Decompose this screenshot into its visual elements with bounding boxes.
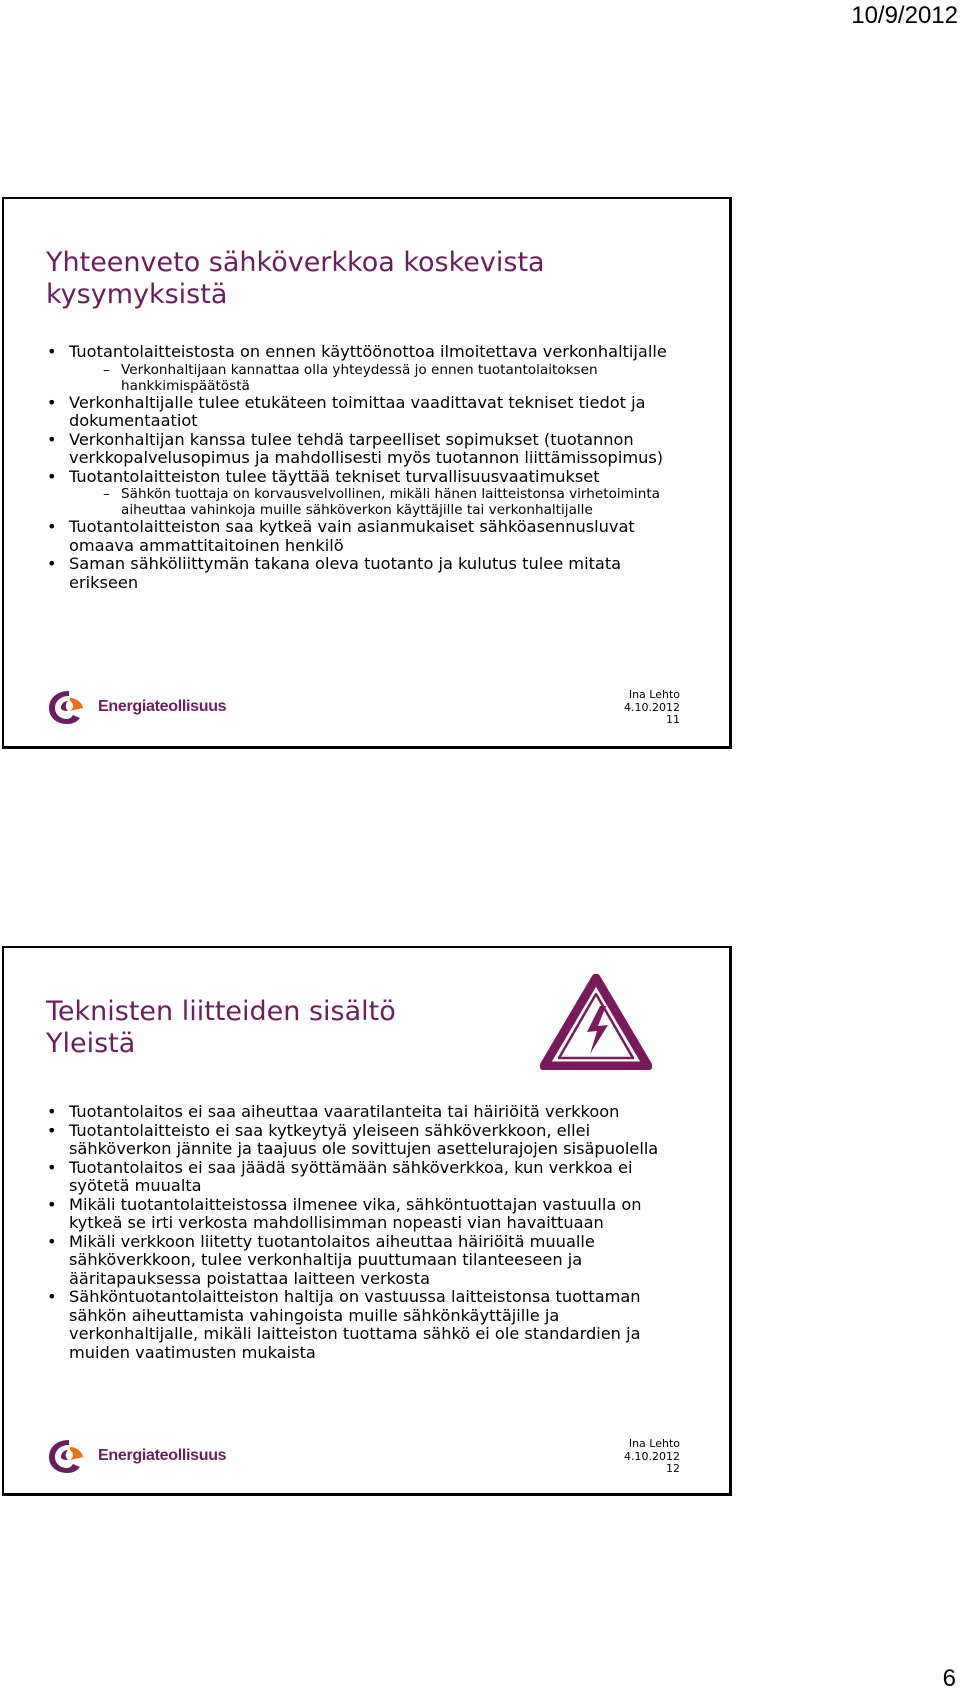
slide-11 — [2, 197, 732, 749]
slide-title-line-2: Yleistä — [46, 1028, 136, 1059]
sub-bullet-list — [69, 362, 691, 394]
bullet-item: • Tuotantolaitteiston saa kytkeä vain asianmukaiset sähköasennusluvat omaava ammattitaitoinen henkilö — [47, 518, 691, 555]
author-name: Ina Lehto — [628, 1437, 680, 1450]
slide-title-line-1: Yhteenveto sähköverkkoa koskevista — [46, 247, 545, 278]
bullet-item: • Tuotantolaitos ei saa jäädä syöttämään sähköverkkoa, kun verkkoa ei syötetä muualta — [47, 1159, 691, 1196]
bullet-item: • Sähköntuotantolaitteiston haltija on vastuussa laitteistonsa tuottaman sähkön aiheuttamista vahingoista muille sähkönkäyttäjille ja verkonhaltijalle, mikäli laitteiston tuottama sähkö ei ole standardien ja muiden vaatimusten mukaista — [47, 1288, 691, 1362]
bullet-item: • Saman sähköliittymän takana oleva tuotanto ja kulutus tulee mitata erikseen — [47, 555, 691, 592]
slide-date: 4.10.2012 — [624, 700, 680, 714]
logo-text: Energiateollisuus — [98, 698, 227, 715]
sub-bullet-item: – Sähkön tuottaja on korvausvelvollinen, mikäli hänen laitteistonsa virhetoiminta aiheuttaa vahinkoja muille sähköverkon käyttäjille tai verkonhaltijalle — [103, 486, 691, 518]
high-voltage-warning-icon — [540, 974, 652, 1070]
bullet-item: • Tuotantolaitos ei saa aiheuttaa vaaratilanteita tai häiriöitä verkkoon — [47, 1103, 691, 1122]
page-number: 6 — [942, 1665, 956, 1692]
slide-number: 12 — [666, 1462, 680, 1475]
bullet-item: • Tuotantolaitteistosta on ennen käyttöönottoa ilmoitettava verkonhaltijalle – Verkonhaltijaan kannattaa olla yhteydessä jo ennen tuotantolaitoksen hankkimispäätöstä — [47, 343, 691, 394]
bullet-item: • Tuotantolaitteiston tulee täyttää tekniset turvallisuusvaatimukset – Sähkön tuottaja on korvausvelvollinen, mikäli hänen laitteistonsa virhetoiminta aiheuttaa vahinkoja muille sähköverkon käyttäjille tai verkonhaltijalle — [47, 468, 691, 519]
slide-12 — [2, 946, 732, 1496]
bullet-item: • Tuotantolaitteisto ei saa kytkeytyä yleiseen sähköverkkoon, ellei sähköverkon jännite ja taajuus ole sovittujen asettelurajojen sisäpuolella — [47, 1122, 691, 1159]
slide-number: 11 — [666, 713, 680, 726]
author-name: Ina Lehto — [628, 688, 680, 701]
slide-title — [46, 247, 545, 311]
bullet-list — [47, 1103, 691, 1362]
bullet-list — [47, 343, 691, 592]
energiateollisuus-logo-mark-icon — [46, 1436, 92, 1476]
bullet-item: • Verkonhaltijalle tulee etukäteen toimittaa vaadittavat tekniset tiedot ja dokumentaatiot — [47, 394, 691, 431]
page-date: 10/9/2012 — [851, 2, 958, 29]
energiateollisuus-logo — [46, 1436, 226, 1476]
slide-footer-meta — [624, 689, 680, 727]
slide-title-line-2: kysymyksistä — [46, 279, 228, 310]
slide-footer-meta — [624, 1438, 680, 1476]
slide-title-line-1: Teknisten liitteiden sisältö — [46, 996, 396, 1027]
sub-bullet-list — [69, 486, 691, 518]
energiateollisuus-logo-mark-icon — [46, 687, 92, 727]
energiateollisuus-logo — [46, 687, 226, 727]
logo-text: Energiateollisuus — [98, 1447, 227, 1464]
slide-title — [46, 996, 396, 1060]
bullet-item: • Mikäli tuotantolaitteistossa ilmenee vika, sähköntuottajan vastuulla on kytkeä se irti verkosta mahdollisimman nopeasti vian havaittuaan — [47, 1196, 691, 1233]
bullet-item: • Mikäli verkkoon liitetty tuotantolaitos aiheuttaa häiriöitä muualle sähköverkkoon, tulee verkonhaltija puuttumaan tilanteeseen ja ääritapauksessa poistattaa laitteen verkosta — [47, 1233, 691, 1289]
slide-date: 4.10.2012 — [624, 1449, 680, 1463]
bullet-item: • Verkonhaltijan kanssa tulee tehdä tarpeelliset sopimukset (tuotannon verkkopalvelusopimus ja mahdollisesti myös tuotannon liittämissopimus) — [47, 431, 691, 468]
sub-bullet-item: – Verkonhaltijaan kannattaa olla yhteydessä jo ennen tuotantolaitoksen hankkimispäätöstä — [103, 362, 691, 394]
